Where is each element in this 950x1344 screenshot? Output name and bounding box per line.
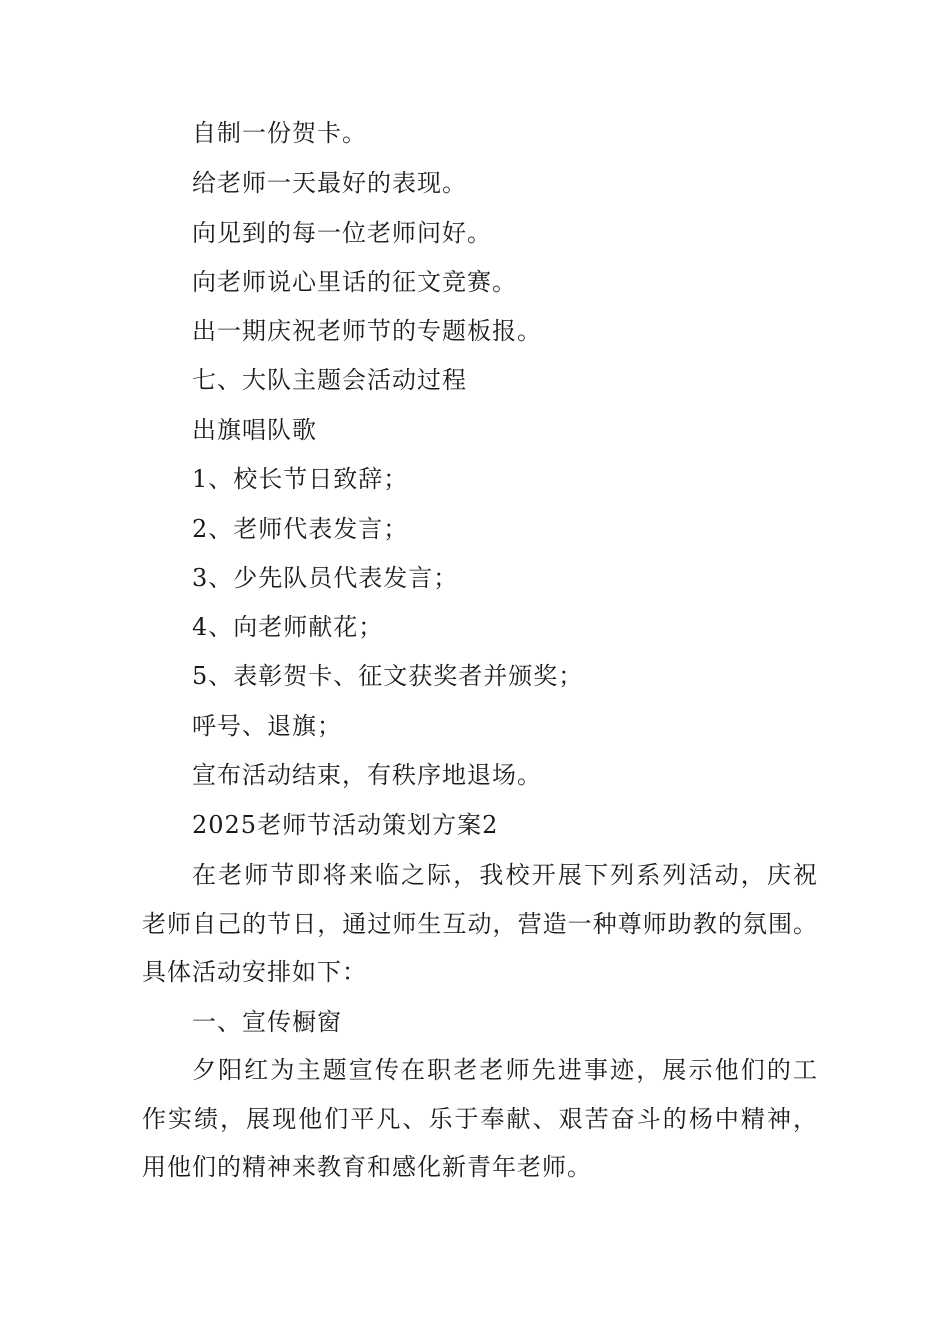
document-title: 2025老师节活动策划方案2 [192, 811, 499, 839]
list-item: 3、少先队员代表发言； [192, 564, 459, 592]
list-item: 2、老师代表发言； [192, 515, 409, 543]
text-line: 呼号、退旗； [192, 712, 342, 740]
section-heading: 七、大队主题会活动过程 [192, 366, 467, 394]
list-item: 5、表彰贺卡、征文获奖者并颁奖； [192, 662, 584, 690]
list-item: 4、向老师献花； [192, 613, 384, 641]
text-line: 自制一份贺卡。 [192, 119, 367, 147]
text-line: 给老师一天最好的表现。 [192, 169, 467, 197]
text-line: 出一期庆祝老师节的专题板报。 [192, 317, 542, 345]
intro-paragraph: 在老师节即将来临之际，我校开展下列系列活动，庆祝 老师自己的节日，通过师生互动，营造一种尊师助教的氛围。 具体活动安排如下： [142, 861, 818, 986]
text-line: 出旗唱队歌 [192, 416, 317, 444]
text-line: 向见到的每一位老师问好。 [192, 219, 492, 247]
section-heading: 一、宣传橱窗 [192, 1008, 342, 1036]
text-line: 宣布活动结束，有秩序地退场。 [192, 761, 542, 789]
text-line: 向老师说心里话的征文竞赛。 [192, 268, 517, 296]
list-item: 1、校长节日致辞； [192, 465, 409, 493]
body-paragraph: 夕阳红为主题宣传在职老老师先进事迹，展示他们的工 作实绩，展现他们平凡、乐于奉献、艰苦奋斗的杨中精神， 用他们的精神来教育和感化新青年老师。 [142, 1056, 818, 1181]
